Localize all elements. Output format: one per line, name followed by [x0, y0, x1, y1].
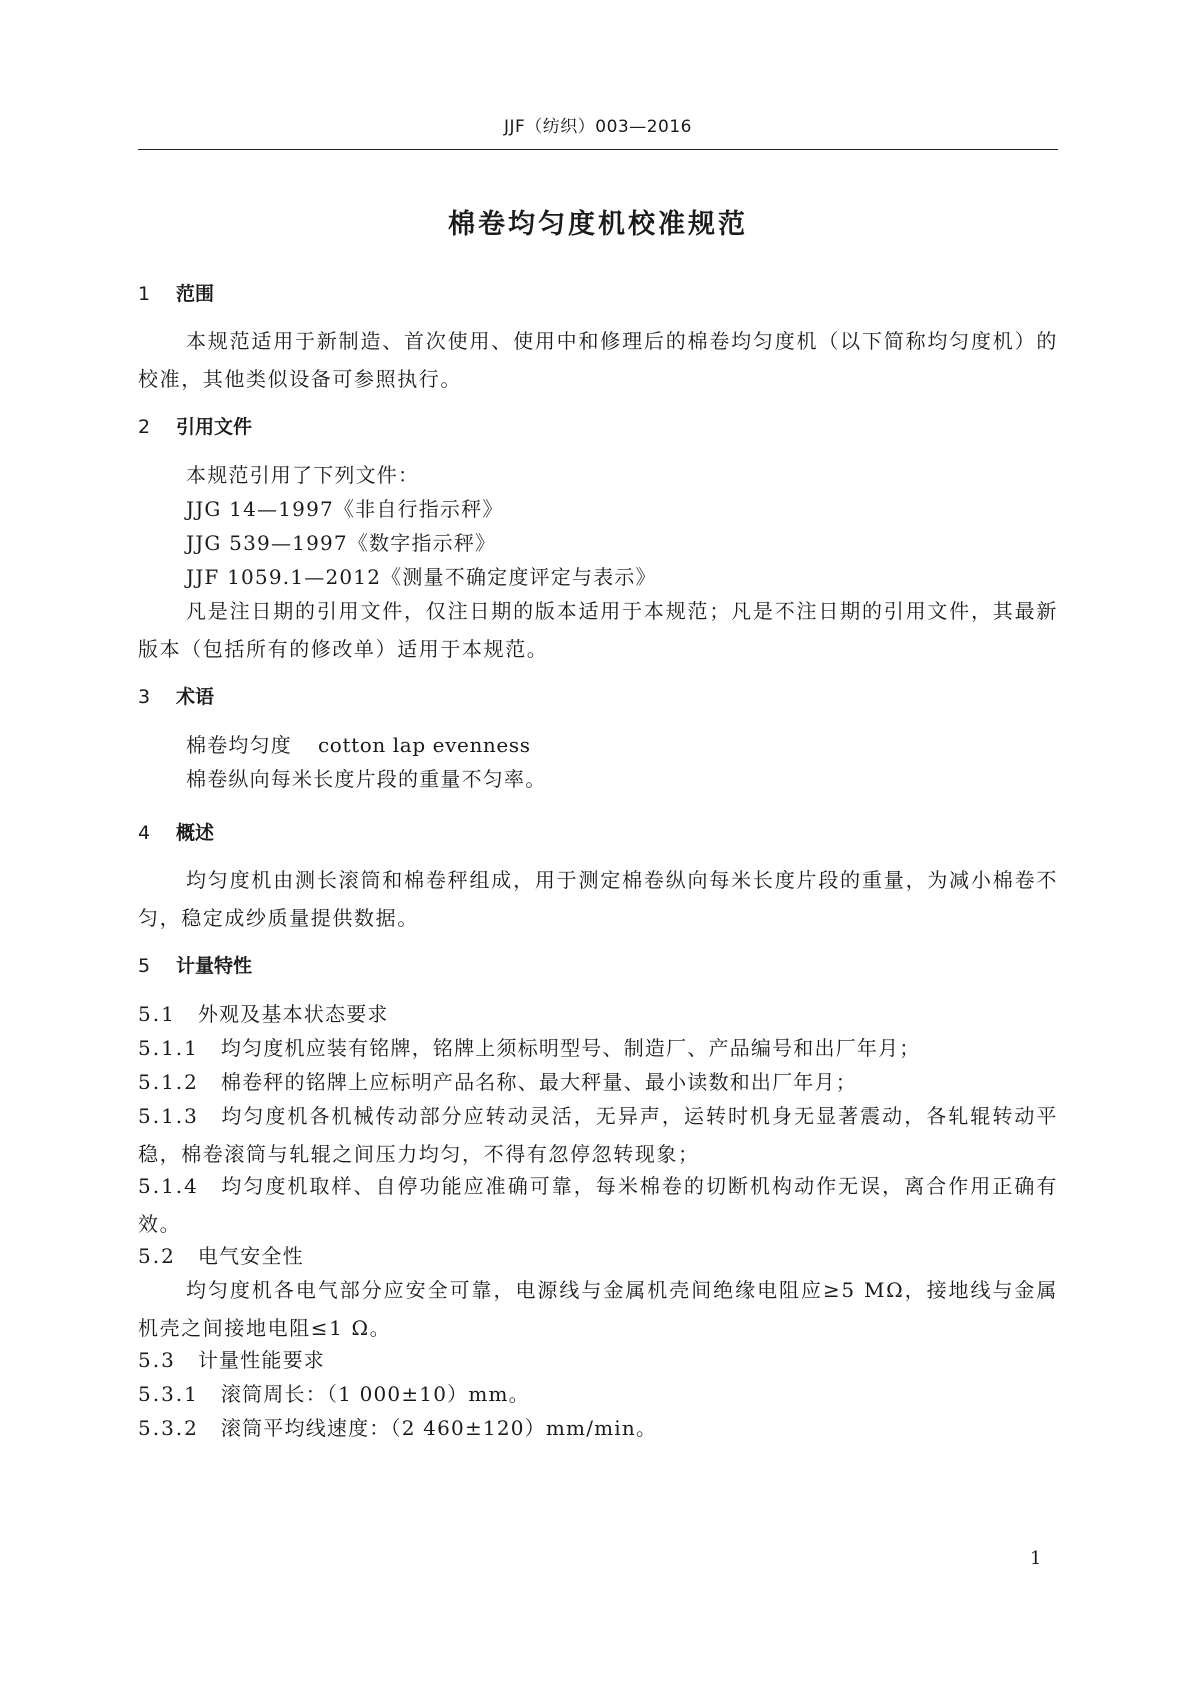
clause-number: 5.3.1 [138, 1382, 199, 1406]
section-number: 2 [138, 416, 151, 438]
section-title: 计量特性 [176, 955, 253, 977]
clause-text: 计量性能要求 [197, 1348, 326, 1372]
clause-text: 均匀度机各机械传动部分应转动灵活，无异声，运转时机身无显著震动，各轧辊转动平稳，棉卷滚筒与轧辊之间压力均匀，不得有忽停忽转现象； [138, 1104, 1058, 1166]
section-number: 5 [138, 955, 151, 977]
section-title: 术语 [176, 686, 215, 708]
term-entry [186, 726, 1058, 764]
section-4-paragraph: 均匀度机由测长滚筒和棉卷秤组成，用于测定棉卷纵向每米长度片段的重量，为减小棉卷不匀，稳定成纱质量提供数据。 [138, 868, 1058, 930]
clause-number: 5.1.4 [138, 1174, 199, 1198]
clause-number: 5.1.1 [138, 1036, 199, 1060]
header-divider [138, 149, 1058, 150]
clause-number: 5.1.3 [138, 1104, 199, 1128]
clause-5-3-2 [138, 1409, 1058, 1447]
reference-item: JJF 1059.1—2012《测量不确定度评定与表示》 [186, 565, 657, 589]
section-1-paragraph: 本规范适用于新制造、首次使用、使用中和修理后的棉卷均匀度机（以下简称均匀度机）的校准，其他类似设备可参照执行。 [138, 329, 1058, 391]
clause-5-3-1 [138, 1375, 1058, 1413]
clause-text: 均匀度机取样、自停功能应准确可靠，每米棉卷的切断机构动作无误，离合作用正确有效。 [138, 1174, 1058, 1236]
clause-5-1-1 [138, 1029, 1058, 1067]
term-chinese: 棉卷均匀度 [186, 733, 292, 757]
clause-text: 电气安全性 [197, 1244, 304, 1268]
section-title: 范围 [176, 283, 215, 305]
clause-5-2 [138, 1237, 1058, 1275]
clause-text: 滚筒周长：（1 000±10）mm。 [220, 1382, 530, 1406]
section-number: 4 [138, 822, 151, 844]
clause-5-1-3 [138, 1097, 1058, 1173]
section-3-heading [138, 682, 214, 709]
page-number: 1 [1030, 1548, 1042, 1569]
clause-number: 5.2 [138, 1244, 176, 1268]
section-1-heading [138, 279, 214, 306]
reference-item: JJG 14—1997《非自行指示秤》 [186, 497, 504, 521]
clause-number: 5.1 [138, 1002, 176, 1026]
section-number: 3 [138, 686, 151, 708]
clause-5-1 [138, 995, 1058, 1033]
clause-number: 5.1.2 [138, 1070, 199, 1094]
section-title: 引用文件 [176, 416, 253, 438]
page-title: 棉卷均匀度机校准规范 [448, 209, 748, 240]
clause-5-1-4 [138, 1167, 1058, 1243]
section-5-heading [138, 951, 252, 978]
clause-number: 5.3.2 [138, 1416, 199, 1440]
references-note: 凡是注日期的引用文件，仅注日期的版本适用于本规范；凡是不注日期的引用文件，其最新版本（包括所有的修改单）适用于本规范。 [138, 599, 1058, 661]
section-title: 概述 [176, 822, 215, 844]
clause-text: 滚筒平均线速度：（2 460±120）mm/min。 [220, 1416, 658, 1440]
clause-number: 5.3 [138, 1348, 176, 1372]
section-2-heading [138, 412, 252, 439]
clause-5-3 [138, 1341, 1058, 1379]
section-4-heading [138, 818, 214, 845]
clause-5-1-2 [138, 1063, 1058, 1101]
term-english: cotton lap evenness [318, 733, 531, 757]
clause-text: 均匀度机应装有铭牌，铭牌上须标明型号、制造厂、产品编号和出厂年月； [220, 1036, 921, 1060]
clause-text: 棉卷秤的铭牌上应标明产品名称、最大秤量、最小读数和出厂年月； [220, 1070, 857, 1094]
section-number: 1 [138, 283, 151, 305]
term-definition: 棉卷纵向每米长度片段的重量不匀率。 [186, 767, 547, 791]
references-intro: 本规范引用了下列文件： [186, 463, 420, 487]
standard-code-header: JJF（纺织）003—2016 [503, 117, 693, 137]
clause-5-2-paragraph: 均匀度机各电气部分应安全可靠，电源线与金属机壳间绝缘电阻应≥5 MΩ，接地线与金属机壳之间接地电阻≤1 Ω。 [138, 1278, 1058, 1340]
clause-text: 外观及基本状态要求 [197, 1002, 389, 1026]
reference-item: JJG 539—1997《数字指示秤》 [186, 531, 497, 555]
